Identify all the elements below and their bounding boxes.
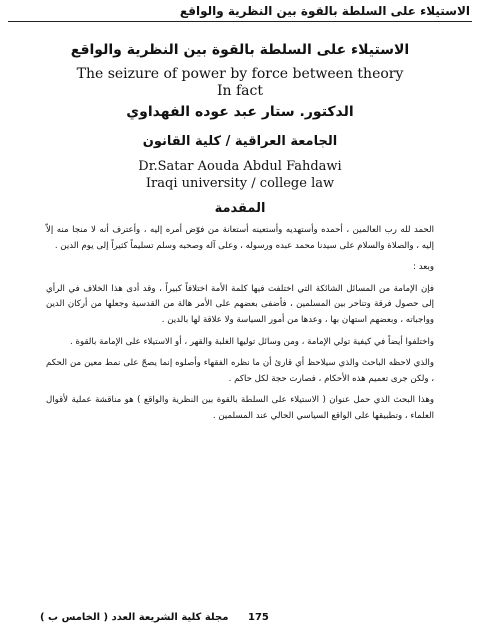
paragraph: الحمد لله رب العالمين ، أحمده وأستهديه وأستعينه أستعانة من فوّض أمره إليه ، وأعترف أنه لا منجا منه إلاّ إليه ، والصلاة والسلام على سيدنا محمد عبده ورسوله ، وعلى آله وصحبه وسلم تسليماً كثيراً إلى يوم الدين . (46, 225, 434, 251)
english-title-line-1: The seizure of power by force between theory (76, 66, 404, 82)
author-arabic: الدكتور. ستار عبد عوده الفهداوي (126, 104, 354, 120)
paragraph: فإن الإمامة من المسائل الشائكة التي اختلفت فيها كلمة الأمة اختلافاً كبيراً ، وقد أدى هذا الخلاف في الرأي إلى حصول فرقة وتناحر بين المسلمين ، فأضفى بعضهم على الأمر هالة من القدسية وجعلها من أركان الدين وواجباته ، وبعضهم استهان بها ، وعدها من أمور السياسة ولا علاقة لها بالدين . (46, 283, 434, 325)
english-title-line-2: In fact (217, 83, 263, 99)
body-text (46, 223, 434, 431)
affiliation-english: Iraqi university / college law (145, 176, 335, 191)
paragraph: والذي لاحظه الباحث والذي سيلاحظ أي قارئ أن ما نظره الفقهاء وأصلوه إنما يصحّ على نمط معين من الحكم ، ولكن جرى تعميم هذه الأحكام ، فصارت حجة لكل حاكم . (46, 358, 434, 384)
arabic-title: الاستيلاء على السلطة بالقوة بين النظرية والواقع (70, 42, 410, 58)
paragraph: وبعد : (413, 262, 434, 273)
journal-name: مجلة كلية الشريعة العدد ( الخامس ب ) (40, 612, 229, 623)
page-footer (40, 612, 440, 628)
page-number: 175 (248, 612, 269, 623)
paragraph: وهذا البحث الذي حمل عنوان ( الاستيلاء على السلطة بالقوة بين النظرية والواقع ) هو مناقشة عملية لأقوال العلماء ، وتطبيقها على الواقع السياسي الحالي عند المسلمين . (46, 395, 434, 421)
affiliation-arabic: الجامعة العراقية / كلية القانون (142, 134, 338, 149)
paragraph: واختلفوا أيضاً في كيفية تولي الإمامة ، ومن وسائل توليها الغلبة والقهر ، أو الاستيلاء على الإمامة بالقوة . (70, 336, 434, 347)
running-header: الاستيلاء على السلطة بالقوة بين النظرية والواقع (8, 4, 472, 22)
section-heading: المقدمة (214, 201, 266, 216)
english-title (40, 66, 440, 100)
author-english: Dr.Satar Aouda Abdul Fahdawi (138, 159, 342, 174)
